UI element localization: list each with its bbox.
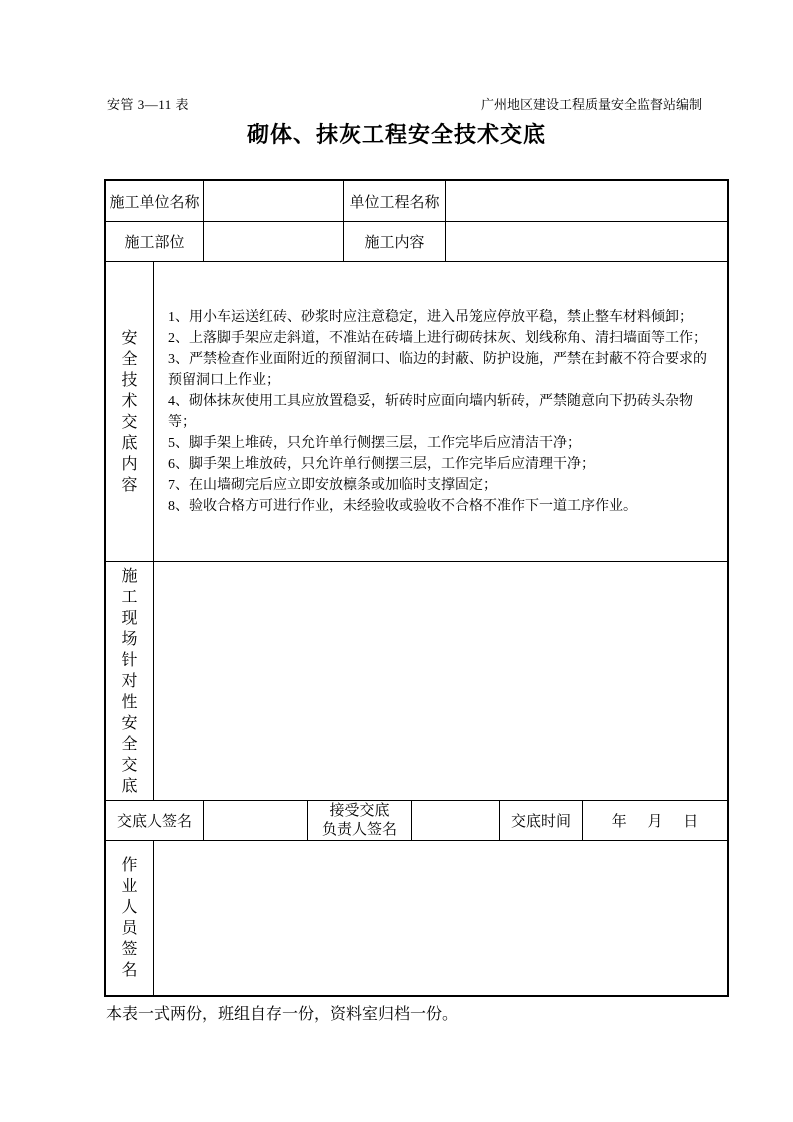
receiver-signature-label xyxy=(308,801,412,840)
safety-item-4: 4、砌体抹灰使用工具应放置稳妥，斩砖时应面向墙内斩砖，严禁随意向下扔砖头杂物等； xyxy=(168,393,693,430)
disclosure-date-cell[interactable] xyxy=(583,801,727,840)
date-month-label: 月 xyxy=(647,814,663,830)
construction-content-label: 施工内容 xyxy=(344,222,446,261)
safety-content-label: 安全技术交底内容 xyxy=(121,329,138,494)
receiver-signature-label-line2: 负责人签名 xyxy=(321,821,397,838)
construction-unit-value-cell[interactable] xyxy=(204,181,344,221)
construction-part-label: 施工部位 xyxy=(106,222,204,261)
unit-project-value-cell[interactable] xyxy=(446,181,727,221)
safety-item-7: 7、在山墙砌完后应立即安放檩条或加临时支撑固定； xyxy=(168,477,497,493)
form-table xyxy=(104,179,729,997)
discloser-signature-label: 交底人签名 xyxy=(106,801,204,840)
info-row-2 xyxy=(106,222,727,262)
construction-content-value-cell[interactable] xyxy=(446,222,727,261)
safety-content-label-cell xyxy=(106,262,154,561)
discloser-signature-cell[interactable] xyxy=(204,801,308,840)
safety-item-3: 3、严禁检查作业面附近的预留洞口、临边的封蔽、防护设施，严禁在封蔽不符合要求的预留洞口上作业； xyxy=(168,351,707,388)
safety-item-2: 2、上落脚手架应走斜道，不准站在砖墙上进行砌砖抹灰、划线称角、清扫墙面等工作； xyxy=(168,330,707,346)
safety-item-5: 5、脚手架上堆砖，只允许单行侧摆三层，工作完毕后应清洁干净； xyxy=(168,435,581,451)
safety-item-1: 1、用小车运送红砖、砂浆时应注意稳定，进入吊笼应停放平稳，禁止整车材料倾卸； xyxy=(168,309,693,325)
site-specific-content-cell[interactable] xyxy=(154,562,727,800)
disclosure-time-label: 交底时间 xyxy=(500,801,583,840)
site-specific-label: 施工现场针对性安全交底 xyxy=(121,567,138,795)
receiver-signature-cell[interactable] xyxy=(412,801,500,840)
safety-content-block xyxy=(106,262,727,562)
workers-signature-cell[interactable] xyxy=(154,841,727,995)
workers-signature-block xyxy=(106,841,727,995)
receiver-signature-label-line1: 接受交底 xyxy=(329,802,390,819)
site-specific-block xyxy=(106,562,727,801)
signature-row xyxy=(106,801,727,841)
doc-number: 安管 3—11 表 xyxy=(107,97,190,112)
date-year-label: 年 xyxy=(611,814,627,830)
workers-signature-label: 作业人员签名 xyxy=(121,857,138,979)
safety-item-8: 8、验收合格方可进行作业，未经验收或验收不合格不准作下一道工序作业。 xyxy=(168,498,637,514)
doc-issuer: 广州地区建设工程质量安全监督站编制 xyxy=(480,97,702,112)
unit-project-label: 单位工程名称 xyxy=(344,181,446,221)
construction-unit-label: 施工单位名称 xyxy=(106,181,204,221)
page-title: 砌体、抹灰工程安全技术交底 xyxy=(246,122,546,147)
footer-note: 本表一式两份，班组自存一份，资料室归档一份。 xyxy=(106,1006,459,1023)
safety-item-6: 6、脚手架上堆放砖，只允许单行侧摆三层，工作完毕后应清理干净； xyxy=(168,456,595,472)
info-row-1 xyxy=(106,181,727,222)
safety-content-items xyxy=(154,262,727,561)
construction-part-value-cell[interactable] xyxy=(204,222,344,261)
site-specific-label-cell xyxy=(106,562,154,800)
date-day-label: 日 xyxy=(683,814,699,830)
workers-signature-label-cell xyxy=(106,841,154,995)
